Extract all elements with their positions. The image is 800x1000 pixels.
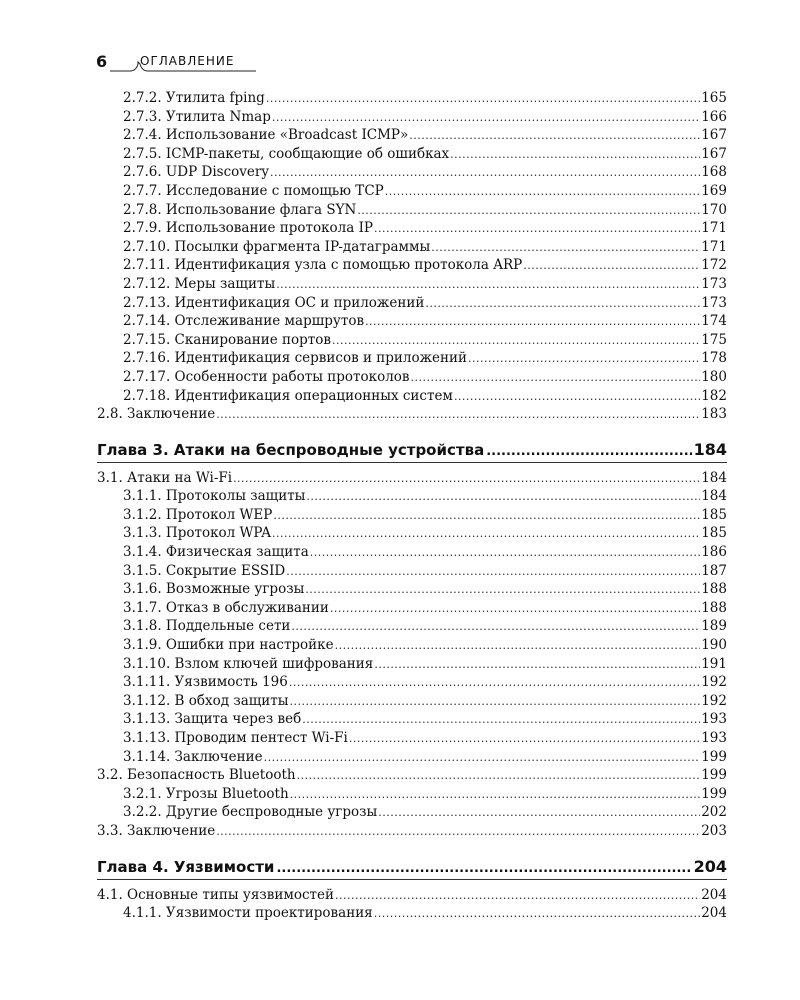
- toc-entry-title: 2.7.3. Утилита Nmap: [123, 108, 271, 125]
- toc-entry[interactable]: [97, 201, 727, 220]
- toc-entry[interactable]: [97, 331, 727, 350]
- chapter-heading-3[interactable]: [97, 438, 727, 463]
- toc-entry-title: 3.1.1. Протоколы защиты: [123, 488, 306, 505]
- toc-entry-title: 2.7.17. Особенности работы протоколов: [123, 368, 410, 385]
- dot-leader: [270, 164, 700, 183]
- page-number: 6: [96, 52, 108, 71]
- toc-entry-page: 167: [701, 145, 727, 162]
- toc-entry-page: 169: [701, 182, 727, 199]
- dot-leader: [216, 406, 700, 425]
- toc-entry[interactable]: [97, 803, 727, 822]
- toc-entry-title: 2.7.6. UDP Discovery: [123, 164, 269, 181]
- toc-entry-title: 4.1.1. Уязвимости проектирования: [123, 905, 373, 922]
- section-title: ОГЛАВЛЕНИЕ: [140, 54, 235, 68]
- toc-entry[interactable]: [97, 617, 727, 636]
- toc-entry-title: 2.7.14. Отслеживание маршрутов: [123, 313, 365, 330]
- dot-leader: [291, 618, 700, 637]
- dot-leader: [335, 887, 700, 906]
- toc-entry-page: 186: [701, 544, 727, 561]
- toc-entry-page: 185: [701, 506, 727, 523]
- toc-entry[interactable]: [97, 506, 727, 525]
- dot-leader: [450, 146, 700, 165]
- toc-entry-page: 173: [701, 275, 727, 292]
- toc-entry[interactable]: [97, 126, 727, 145]
- dot-leader: [357, 202, 700, 221]
- toc-entry-page: 171: [701, 220, 727, 237]
- toc-entry[interactable]: [97, 349, 727, 368]
- dot-leader: [286, 563, 700, 582]
- toc-entry-title: 2.7.9. Использование протокола IP: [123, 220, 373, 237]
- toc-entry-title: 3.2.2. Другие беспроводные угрозы: [123, 804, 378, 821]
- toc-entry-title: 2.7.4. Использование «Broadcast ICMP»: [123, 127, 409, 144]
- dot-leader: [330, 600, 700, 619]
- toc-entry-page: 204: [701, 886, 727, 903]
- page-header: [96, 50, 716, 80]
- dot-leader: [276, 276, 700, 295]
- toc-entry-title: 3.1.8. Поддельные сети: [123, 618, 291, 635]
- dot-leader: [273, 507, 700, 526]
- dot-leader: [264, 749, 701, 768]
- toc-entry-page: 188: [701, 599, 727, 616]
- dot-leader: [374, 905, 701, 924]
- dot-leader: [335, 637, 701, 656]
- toc-entry[interactable]: [97, 163, 727, 182]
- dot-leader: [411, 369, 701, 388]
- dot-leader: [365, 313, 700, 332]
- toc-entry-page: 203: [701, 822, 727, 839]
- toc-entry-page: 192: [701, 674, 727, 691]
- toc-entry[interactable]: [97, 145, 727, 164]
- toc-entry-page: 170: [701, 201, 727, 218]
- toc-entry[interactable]: [97, 256, 727, 275]
- toc-entry-title: 3.1.6. Возможные угрозы: [123, 581, 305, 598]
- toc-entry-title: 3.1.5. Сокрытие ESSID: [123, 562, 286, 579]
- dot-leader: [468, 350, 700, 369]
- toc-entry-title: 2.7.8. Использование флага SYN: [123, 201, 357, 218]
- toc-block-chapter4: [97, 886, 727, 923]
- toc-entry-title: 4.1. Основные типы уязвимостей: [97, 886, 334, 903]
- dot-leader: [276, 857, 691, 881]
- toc-entry-title: 3.2.1. Угрозы Bluetooth: [123, 785, 289, 802]
- dot-leader: [385, 183, 700, 202]
- toc-entry[interactable]: [97, 886, 727, 905]
- toc-entry-page: 188: [701, 581, 727, 598]
- dot-leader: [486, 440, 691, 464]
- dot-leader: [216, 823, 700, 842]
- dot-leader: [306, 488, 700, 507]
- toc-entry-title: 3.1.14. Заключение: [123, 748, 263, 765]
- toc-entry-page: 165: [701, 90, 727, 106]
- dot-leader: [374, 220, 700, 239]
- toc-entry-title: 2.7.13. Идентификация ОС и приложений: [123, 294, 425, 311]
- toc-entry[interactable]: [97, 469, 727, 488]
- toc-entry-page: 168: [701, 164, 727, 181]
- toc-entry[interactable]: [97, 673, 727, 692]
- toc-entry-page: 172: [701, 257, 727, 274]
- toc-entry[interactable]: [97, 599, 727, 618]
- toc-entry-page: 199: [701, 748, 727, 765]
- toc-entry[interactable]: [97, 368, 727, 387]
- toc-entry-title: 3.1.13. Защита через веб: [123, 711, 302, 728]
- dot-leader: [310, 544, 700, 563]
- chapter-page: 204: [693, 856, 727, 876]
- dot-leader: [523, 257, 700, 276]
- chapter-page: 184: [693, 439, 727, 459]
- toc-entry-title: 2.7.12. Меры защиты: [123, 275, 276, 292]
- toc-entry[interactable]: [97, 692, 727, 711]
- dot-leader: [305, 581, 700, 600]
- toc-entry-title: 2.7.16. Идентификация сервисов и приложений: [123, 350, 467, 367]
- toc-entry-title: 2.8. Заключение: [97, 406, 216, 423]
- toc-entry-title: 3.1.7. Отказ в обслуживании: [123, 599, 329, 616]
- chapter-heading-4[interactable]: [97, 855, 727, 880]
- toc-entry[interactable]: [97, 822, 727, 841]
- toc-entry-page: 182: [701, 387, 727, 404]
- toc-entry[interactable]: [97, 89, 727, 108]
- toc-entry-page: 185: [701, 525, 727, 542]
- dot-leader: [454, 388, 700, 407]
- toc-block-chapter3: [97, 469, 727, 841]
- dot-leader: [272, 525, 700, 544]
- toc-entry-title: 3.1.3. Протокол WPA: [123, 525, 271, 542]
- toc-entry-page: 184: [701, 488, 727, 505]
- dot-leader: [289, 674, 700, 693]
- toc-entry[interactable]: [97, 785, 727, 804]
- toc-entry-page: 193: [701, 730, 727, 746]
- dot-leader: [266, 90, 700, 109]
- toc-entry[interactable]: [97, 636, 727, 655]
- toc-entry[interactable]: [97, 387, 727, 406]
- toc-entry[interactable]: [97, 729, 727, 748]
- toc-entry[interactable]: [97, 219, 727, 238]
- toc-entry[interactable]: [97, 108, 727, 127]
- toc-entry[interactable]: [97, 405, 727, 424]
- toc-entry-title: 3.2. Безопасность Bluetooth: [97, 767, 296, 784]
- toc-entry-page: 184: [701, 469, 727, 486]
- toc-entry-page: 204: [701, 905, 727, 922]
- toc-entry-title: 3.1.12. В обход защиты: [123, 692, 289, 709]
- toc-entry-title: 2.7.15. Сканирование портов: [123, 331, 331, 348]
- toc-entry-title: 3.1.13. Проводим пентест Wi-Fi: [123, 730, 348, 746]
- dot-leader: [431, 239, 700, 258]
- toc-entry[interactable]: [97, 710, 727, 729]
- toc-entry-page: 166: [701, 108, 727, 125]
- toc-entry[interactable]: [97, 312, 727, 331]
- toc-entry-title: 3.1.4. Физическая защита: [123, 544, 309, 561]
- toc-entry[interactable]: [97, 748, 727, 767]
- toc-entry[interactable]: [97, 766, 727, 785]
- toc-entry-title: 2.7.10. Посылки фрагмента IP-датаграммы: [123, 238, 431, 255]
- toc-entry-title: 3.1. Атаки на Wi-Fi: [97, 469, 233, 486]
- toc-entry-title: 2.7.11. Идентификация узла с помощью протокола ARP: [123, 257, 523, 274]
- toc-entry-page: 173: [701, 294, 727, 311]
- toc-entry-title: 3.1.9. Ошибки при настройке: [123, 637, 334, 654]
- toc-entry-page: 191: [701, 655, 727, 672]
- toc-entry-title: 2.7.18. Идентификация операционных систем: [123, 387, 453, 404]
- toc-entry-title: 3.1.2. Протокол WEP: [123, 506, 273, 523]
- toc-entry[interactable]: [97, 655, 727, 674]
- dot-leader: [290, 693, 701, 712]
- toc-entry[interactable]: [97, 487, 727, 506]
- toc-entry-page: 180: [701, 368, 727, 385]
- toc-entry-title: 2.7.2. Утилита fping: [123, 90, 265, 106]
- dot-leader: [302, 711, 700, 730]
- toc-entry-page: 171: [701, 238, 727, 255]
- dot-leader: [272, 109, 700, 128]
- table-of-contents: [97, 89, 727, 923]
- chapter-title: Глава 4. Уязвимости: [97, 857, 275, 876]
- toc-entry-page: 183: [701, 406, 727, 423]
- toc-entry[interactable]: [97, 562, 727, 581]
- toc-entry[interactable]: [97, 238, 727, 257]
- toc-entry[interactable]: [97, 543, 727, 562]
- toc-entry-page: 174: [701, 313, 727, 330]
- toc-block-chapter2: [97, 89, 727, 424]
- toc-entry-page: 175: [701, 331, 727, 348]
- dot-leader: [297, 767, 701, 786]
- toc-entry[interactable]: [97, 524, 727, 543]
- toc-entry-page: 199: [701, 785, 727, 802]
- toc-entry-page: 202: [701, 804, 727, 821]
- toc-entry-title: 3.1.10. Взлом ключей шифрования: [123, 655, 374, 672]
- toc-entry[interactable]: [97, 904, 727, 923]
- toc-entry-page: 193: [701, 711, 727, 728]
- toc-entry-page: 199: [701, 767, 727, 784]
- dot-leader: [409, 127, 700, 146]
- dot-leader: [290, 786, 701, 805]
- dot-leader: [349, 730, 700, 749]
- toc-entry-page: 189: [701, 618, 727, 635]
- toc-entry-title: 3.1.11. Уязвимость 196: [123, 674, 288, 691]
- toc-entry[interactable]: [97, 294, 727, 313]
- dot-leader: [378, 804, 700, 823]
- toc-entry-page: 178: [701, 350, 727, 367]
- toc-entry[interactable]: [97, 275, 727, 294]
- toc-entry-page: 190: [701, 637, 727, 654]
- dot-leader: [425, 295, 700, 314]
- toc-entry-page: 187: [701, 562, 727, 579]
- dot-leader: [374, 656, 700, 675]
- toc-entry-title: 2.7.7. Исследование с помощью TCP: [123, 182, 384, 199]
- dot-leader: [332, 332, 700, 351]
- dot-leader: [233, 470, 700, 489]
- toc-entry-title: 3.3. Заключение: [97, 822, 216, 839]
- toc-entry-title: 2.7.5. ICMP-пакеты, сообщающие об ошибках: [123, 145, 450, 162]
- chapter-title: Глава 3. Атаки на беспроводные устройства: [97, 440, 485, 459]
- toc-entry-page: 167: [701, 127, 727, 144]
- toc-entry[interactable]: [97, 182, 727, 201]
- toc-entry[interactable]: [97, 580, 727, 599]
- toc-entry-page: 192: [701, 692, 727, 709]
